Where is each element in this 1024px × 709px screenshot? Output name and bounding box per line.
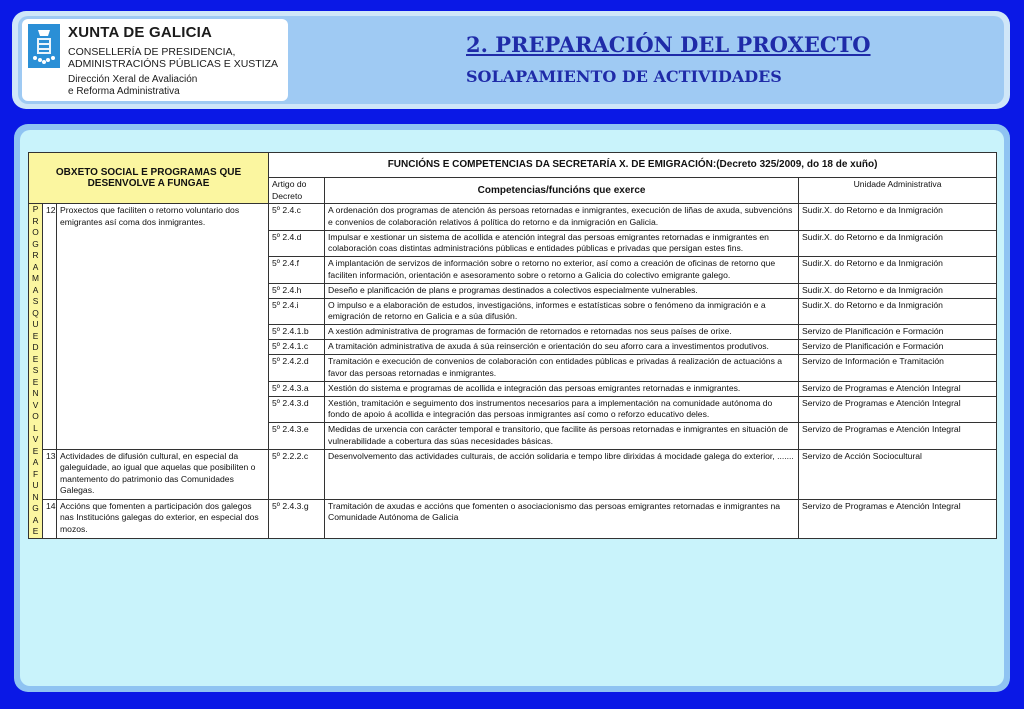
org-department bbox=[68, 74, 197, 97]
unit-cell: Sudir.X. do Retorno e da Inmigración bbox=[799, 230, 997, 257]
article-cell: 5º 2.4.h bbox=[269, 283, 325, 298]
program-number: 13 bbox=[43, 449, 57, 499]
col-artigo-header: Artigo do Decreto bbox=[269, 178, 325, 204]
org-ministry-line-1: CONSELLERÍA DE PRESIDENCIA, bbox=[68, 46, 236, 58]
unit-cell: Servizo de Programas e Atención Integral bbox=[799, 423, 997, 450]
article-cell: 5º 2.4.f bbox=[269, 257, 325, 284]
article-cell: 5º 2.4.c bbox=[269, 204, 325, 231]
article-cell: 5º 2.4.3.a bbox=[269, 381, 325, 396]
col-competencias-header: Competencias/funcións que exerce bbox=[325, 178, 799, 204]
article-cell: 5º 2.4.i bbox=[269, 298, 325, 325]
competence-cell: A tramitación administrativa de axuda á súa reinserción e orientación do seu aforro cara a investimentos produtivos. bbox=[325, 340, 799, 355]
article-cell: 5º 2.4.3.e bbox=[269, 423, 325, 450]
unit-cell: Servizo de Programas e Atención Integral bbox=[799, 381, 997, 396]
unit-cell: Sudir.X. do Retorno e da Inmigración bbox=[799, 204, 997, 231]
unit-cell: Servizo de Programas e Atención Integral bbox=[799, 396, 997, 423]
competence-cell: Deseño e planificación de plans e programas destinados a colectivos especialmente vulnerables. bbox=[325, 283, 799, 298]
unit-cell: Sudir.X. do Retorno e da Inmigración bbox=[799, 298, 997, 325]
competence-cell: Desenvolvemento das actividades culturais, de acción solidaria e tempo libre dirixidas á mocidade galega do exterior, ....... bbox=[325, 449, 799, 499]
unit-cell: Sudir.X. do Retorno e da Inmigración bbox=[799, 257, 997, 284]
competence-cell: Xestión do sistema e programas de acollida e integración das persoas emigrantes retornadas e inmigrantes. bbox=[325, 381, 799, 396]
unit-cell: Servizo de Información e Tramitación bbox=[799, 355, 997, 382]
org-department-line-2: e Reforma Administrativa bbox=[68, 85, 180, 97]
table-row bbox=[29, 449, 997, 499]
article-cell: 5º 2.4.1.c bbox=[269, 340, 325, 355]
org-department-line-1: Dirección Xeral de Avaliación bbox=[68, 74, 198, 85]
unit-cell: Sudir.X. do Retorno e da Inmigración bbox=[799, 283, 997, 298]
org-ministry bbox=[68, 46, 278, 70]
unit-cell: Servizo de Planificación e Formación bbox=[799, 340, 997, 355]
table-row bbox=[29, 204, 997, 231]
competence-cell: A implantación de servizos de información sobre o retorno no exterior, así como a creación de oficinas de retorno que faciliten información, orientación e asesoramento sobre o retorno a Galicia do colectivo emigrante galego. bbox=[325, 257, 799, 284]
program-number: 14 bbox=[43, 499, 57, 538]
competence-cell: A xestión administrativa de programas de formación de retornados e retornadas nos seus países de orixe. bbox=[325, 325, 799, 340]
org-name: XUNTA DE GALICIA bbox=[68, 24, 213, 41]
table-header-row bbox=[29, 153, 997, 178]
col-unidade-header: Unidade Administrativa bbox=[799, 178, 997, 204]
unit-cell: Servizo de Programas e Atención Integral bbox=[799, 499, 997, 538]
competence-cell: Xestión, tramitación e seguimento dos instrumentos necesarios para a implementación na comunidade autónoma do fondo de apoio á acollida e integración das persoas inmigrantes así como o reforzo educativo deles. bbox=[325, 396, 799, 423]
competence-cell: A ordenación dos programas de atención ás persoas retornadas e inmigrantes, execución de liñas de axuda, subvencións e convenios de colaboración relativos á política do retorno e da inmigración en Galicia. bbox=[325, 204, 799, 231]
competence-cell: Impulsar e xestionar un sistema de acollida e atención integral das persoas emigrantes retornadas e inmigrantes en colaboración coas distintas administracións públicas e entidades públicas e privadas que persigan estes fins. bbox=[325, 230, 799, 257]
article-cell: 5º 2.4.3.g bbox=[269, 499, 325, 538]
competence-cell: Tramitación de axudas e accións que fomenten o asociacionismo das persoas emigrantes retornadas e inmigrantes na Comunidade Autónoma de Galicia bbox=[325, 499, 799, 538]
competence-cell: Medidas de urxencia con carácter temporal e transitorio, que facilite ás persoas retornadas e inmigrantes en situación de vulnerabilidade a cobertura das súas necesidades básicas. bbox=[325, 423, 799, 450]
page-title: 2. PREPARACIÓN DEL PROXECTO bbox=[466, 32, 871, 57]
table-row bbox=[29, 499, 997, 538]
galicia-shield-icon bbox=[28, 24, 60, 68]
overlap-table bbox=[28, 152, 997, 539]
program-description: Actividades de difusión cultural, en especial da galeguidade, ao igual que aquelas que posibiliten o mantemento do patrimonio das Comunidades Galegas. bbox=[57, 449, 269, 499]
page-subtitle: SOLAPAMIENTO DE ACTIVIDADES bbox=[466, 67, 782, 86]
competence-cell: O impulso e a elaboración de estudos, investigacións, informes e estatísticas sobre o fenómeno da inmigración e a emigración de retorno en Galicia e a súa difusión. bbox=[325, 298, 799, 325]
org-ministry-line-2: ADMINISTRACIÓNS PÚBLICAS E XUSTIZA bbox=[68, 58, 279, 70]
left-header: OBXETO SOCIAL E PROGRAMAS QUE DESENVOLVE A FUNGAE bbox=[29, 153, 269, 204]
right-header: FUNCIÓNS E COMPETENCIAS DA SECRETARÍA X. DE EMIGRACIÓN:(Decreto 325/2009, do 18 de xuño) bbox=[269, 153, 997, 178]
competence-cell: Tramitación e execución de convenios de colaboración con entidades públicas e privadas á realización de actuacións a favor das persoas retornadas e inmigrantes. bbox=[325, 355, 799, 382]
article-cell: 5º 2.4.3.d bbox=[269, 396, 325, 423]
unit-cell: Servizo de Acción Sociocultural bbox=[799, 449, 997, 499]
article-cell: 5º 2.4.2.d bbox=[269, 355, 325, 382]
article-cell: 5º 2.4.1.b bbox=[269, 325, 325, 340]
vertical-programs-label: P R O G R A M A S Q U E D E S E N V O L V E A F U N G A E bbox=[29, 204, 43, 539]
unit-cell: Servizo de Planificación e Formación bbox=[799, 325, 997, 340]
program-description: Proxectos que faciliten o retorno voluntario dos emigrantes así coma dos inmigrantes. bbox=[57, 204, 269, 450]
article-cell: 5º 2.4.d bbox=[269, 230, 325, 257]
article-cell: 5º 2.2.2.c bbox=[269, 449, 325, 499]
program-number: 12 bbox=[43, 204, 57, 450]
program-description: Accións que fomenten a participación dos galegos nas Institucións galegas do exterior, en especial dos mozos. bbox=[57, 499, 269, 538]
